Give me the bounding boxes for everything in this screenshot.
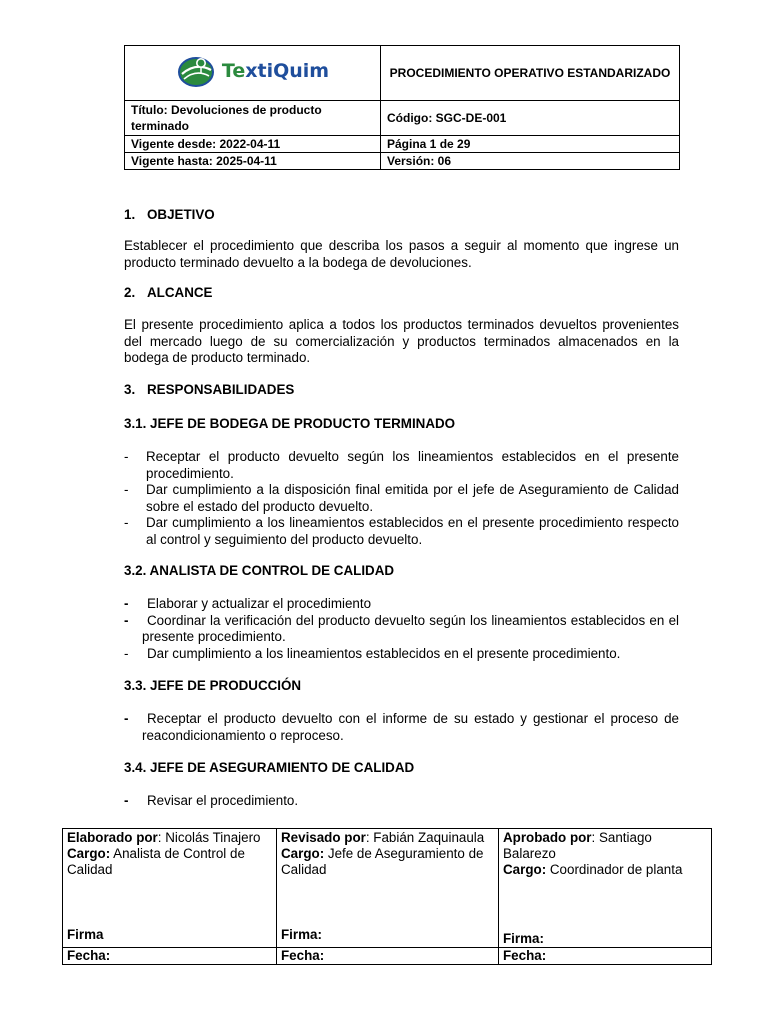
version: Versión: 06 (381, 153, 680, 170)
list-item: - Dar cumplimiento a los lineamientos establecidos en el presente procedimiento respecto al control y seguimiento del producto devuelto. (124, 515, 679, 547)
alcance-text: El presente procedimiento aplica a todos los productos terminados devueltos provenientes del mercado luego de su comercialización y productos terminados almacenados en la bodega de producto terminado. (124, 317, 679, 365)
list-item: - Revisar el procedimiento. (124, 793, 299, 808)
fecha-label: Fecha: (63, 948, 277, 965)
section-heading-responsabilidades: 3. RESPONSABILIDADES (124, 382, 295, 397)
firma-label: Firma (67, 927, 104, 942)
jefe-bodega-list (124, 449, 679, 548)
fecha-label: Fecha: (277, 948, 499, 965)
firma-label: Firma: (503, 931, 544, 946)
procedure-type: PROCEDIMIENTO OPERATIVO ESTANDARIZADO (381, 46, 680, 101)
valid-from: Vigente desde: 2022-04-11 (125, 136, 381, 153)
globe-leaf-icon (176, 54, 218, 88)
page-number: Página 1 de 29 (381, 136, 680, 153)
firma-label: Firma: (281, 927, 322, 942)
list-item: - Dar cumplimiento a los lineamientos establecidos en el presente procedimiento. (124, 645, 621, 661)
list-item: - Dar cumplimiento a la disposición final emitida por el jefe de Aseguramiento de Calidad sobre el estado del producto devuelto. (124, 482, 679, 514)
company-logo (176, 54, 329, 88)
logo-text-part1: Te (221, 60, 246, 82)
document-code: Código: SGC-DE-001 (381, 101, 680, 136)
objetivo-text: Establecer el procedimiento que describa los pasos a seguir al momento que ingrese un producto terminado devuelto a la bodega de devoluciones. (124, 238, 679, 270)
jefe-aseguramiento-list (124, 793, 679, 810)
subsection-heading-analista: 3.2. ANALISTA DE CONTROL DE CALIDAD (124, 563, 395, 578)
subsection-heading-jefe-produccion: 3.3. JEFE DE PRODUCCIÓN (124, 678, 302, 693)
signature-table (62, 828, 712, 965)
document-title: Título: Devoluciones de producto terminado (125, 101, 381, 136)
fecha-label: Fecha: (499, 948, 712, 965)
logo-cell (125, 46, 381, 101)
jefe-produccion-list (124, 711, 679, 744)
section-heading-alcance: 2. ALCANCE (124, 285, 213, 300)
elaborado-cell: Elaborado por: Nicolás Tinajero Cargo: Analista de Control de Calidad Firma (63, 829, 277, 948)
section-heading-objetivo: 1. OBJETIVO (124, 207, 215, 222)
revisado-cell: Revisado por: Fabián Zaquinaula Cargo: Jefe de Aseguramiento de Calidad Firma: (277, 829, 499, 948)
subsection-heading-jefe-bodega: 3.1. JEFE DE BODEGA DE PRODUCTO TERMINADO (124, 416, 456, 431)
subsection-heading-jefe-aseguramiento: 3.4. JEFE DE ASEGURAMIENTO DE CALIDAD (124, 760, 415, 775)
analista-list (124, 596, 679, 662)
list-item: - Coordinar la verificación del producto devuelto según los lineamientos establecidos en el presente procedimiento. (124, 612, 679, 644)
aprobado-cell: Aprobado por: Santiago Balarezo Cargo: Coordinador de planta Firma: (499, 829, 712, 948)
document-header-table (124, 45, 680, 170)
logo-text-part2: xtiQuim (245, 60, 330, 82)
list-item: - Receptar el producto devuelto con el informe de su estado y gestionar el proceso de reacondicionamiento o reproceso. (124, 711, 679, 743)
list-item: - Elaborar y actualizar el procedimiento (124, 596, 372, 611)
list-item: - Receptar el producto devuelto según los lineamientos establecidos en el presente procedimiento. (124, 449, 679, 481)
valid-to: Vigente hasta: 2025-04-11 (125, 153, 381, 170)
